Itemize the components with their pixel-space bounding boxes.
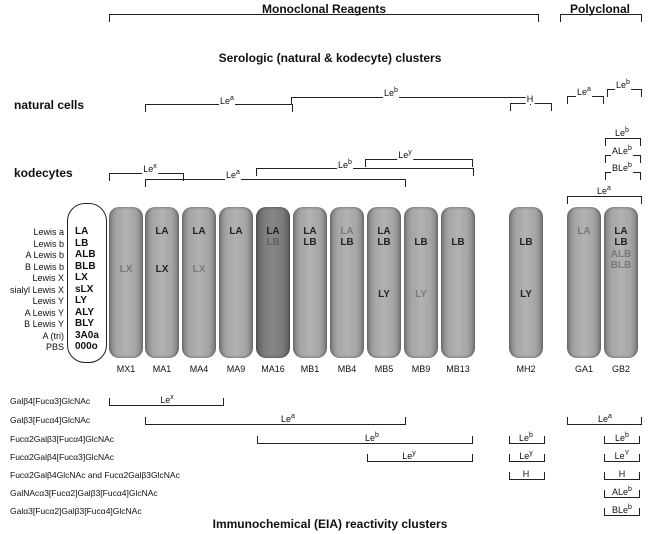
strip-reaction-mark: ALB [610, 249, 632, 260]
natural-cluster-label: Le$^a$ [220, 95, 234, 106]
kodecyte-cluster-label: Le$^y$ [398, 149, 412, 160]
strip-label: MA4 [189, 364, 209, 374]
antigen-code: ALY [75, 306, 95, 318]
kodecyte-cluster-bracket [145, 179, 406, 187]
antigen-code: LX [75, 272, 88, 283]
strip-reaction-mark: LX [119, 264, 133, 275]
eia-structure-label: Galβ4[Fucα3]GlcNAc [10, 396, 91, 406]
strip-reaction-mark: LB [614, 237, 628, 248]
eia-cluster-label: $Le^Y$ [614, 450, 630, 461]
natural-cells-label: natural cells [14, 98, 85, 112]
test-strip [404, 207, 438, 358]
antigen-name: A Lewis Y [24, 307, 64, 318]
eia-cluster-bracket [145, 417, 406, 425]
strip-label: MB4 [337, 364, 357, 374]
natural-cluster-bracket [291, 97, 531, 105]
eia-cluster-label: Le$^a$ [598, 413, 612, 424]
kodecyte-cluster-label: Le$^a$ [226, 169, 240, 180]
strip-label: GA1 [574, 364, 594, 374]
antigen-code: ALB [75, 249, 96, 260]
eia-structure-label: GalNAcα3[Fucα2]Galβ3[Fucα4]GlcNAc [10, 488, 158, 498]
eia-cluster-label: H [618, 469, 626, 479]
antigen-code: BLY [75, 318, 95, 329]
strip-reaction-mark: LA [340, 226, 354, 237]
eia-structure-label: Fucα2Galβ4GlcNAc and Fucα2Galβ3GlcNAc [10, 470, 180, 480]
natural-cluster-label: Le$^b$ [616, 79, 630, 90]
strip-reaction-mark: LX [155, 264, 169, 275]
antigen-name: Lewis a [33, 227, 64, 237]
antigen-name: A (tri) [42, 330, 64, 341]
eia-structure-label: Fucα2Galβ3[Fucα4]GlcNAc [10, 434, 114, 444]
kodecyte-cluster-bracket [365, 159, 473, 167]
eia-cluster-label: Le$^b$ [615, 432, 629, 443]
kodecyte-cluster-label: BLe$^b$ [612, 162, 632, 173]
strip-reaction-mark: LX [192, 264, 206, 275]
strip-reaction-mark: LB [451, 237, 465, 248]
antigen-code: LY [75, 295, 87, 306]
strip-label: MH2 [516, 364, 536, 374]
antigen-name: Lewis Y [32, 296, 64, 306]
antigen-name: Lewis b [33, 238, 64, 249]
strip-reaction-mark: LA [577, 226, 591, 237]
natural-cluster-label: Le$^a$ [577, 86, 591, 97]
strip-label: MB5 [374, 364, 394, 374]
kodecyte-cluster-label: Le$^x$ [143, 163, 157, 174]
test-strip [509, 207, 543, 358]
antigen-code: 000o [75, 341, 98, 352]
strip-label: MA1 [152, 364, 172, 374]
test-strip [109, 207, 143, 358]
eia-cluster-label: Le$^b$ [365, 432, 379, 443]
kodecytes-label: kodecytes [14, 166, 73, 180]
strip-label: MB13 [446, 364, 470, 374]
eia-cluster-label: ALe$^b$ [612, 486, 632, 497]
kodecyte-cluster-label: Le$^b$ [615, 127, 629, 138]
antigen-code: LB [75, 237, 89, 249]
strip-reaction-mark: LA [303, 226, 317, 237]
natural-cluster-bracket [607, 89, 642, 97]
antigen-name: B Lewis Y [24, 319, 64, 329]
kodecyte-cluster-label: Le$^b$ [338, 159, 352, 170]
natural-cluster-bracket [567, 96, 604, 104]
natural-cluster-bracket [510, 103, 552, 111]
strip-reaction-mark: LB [519, 237, 533, 248]
eia-cluster-label: Le$^a$ [281, 413, 295, 424]
strip-reaction-mark: LA [377, 226, 391, 237]
strip-reaction-mark: LY [520, 289, 532, 300]
strip-reaction-mark: LA [229, 226, 243, 237]
strip-reaction-mark: LB [266, 237, 280, 248]
antigen-name: B Lewis b [24, 261, 64, 272]
eia-structure-label: Fucα2Galβ4[Fucα3]GlcNAc [10, 452, 114, 462]
natural-cluster-label: H [526, 94, 534, 104]
strip-label: MA16 [261, 364, 285, 374]
antigen-name: A Lewis b [25, 250, 64, 260]
antigen-name: PBS [45, 342, 64, 352]
natural-cluster-label: Le$^b$ [384, 87, 398, 98]
strip-reaction-mark: LA [266, 226, 280, 237]
eia-cluster-label: Le$^y$ [402, 450, 416, 461]
kodecyte-cluster-label: Le$^a$ [597, 185, 611, 196]
eia-cluster-label: H [522, 469, 530, 479]
kodecyte-cluster-label: ALe$^b$ [612, 145, 632, 156]
strip-label: MB1 [300, 364, 320, 374]
antigen-code: BLB [75, 260, 96, 272]
eia-cluster-label: Le$^x$ [160, 394, 174, 405]
strip-reaction-mark: LB [303, 237, 317, 248]
eia-cluster-label: BLe$^b$ [612, 504, 632, 515]
kodecyte-cluster-bracket [567, 196, 642, 204]
kodecyte-cluster-bracket [605, 155, 641, 163]
polyclonal-header: Polyclonal [569, 2, 631, 16]
antigen-name: Lewis X [32, 273, 64, 283]
immunochemical-header: Immunochemical (EIA) reactivity clusters [212, 517, 448, 531]
antigen-code: 3A0a [75, 329, 99, 341]
strip-reaction-mark: LA [155, 226, 169, 237]
serologic-header: Serologic (natural & kodecyte) clusters [218, 51, 442, 65]
strip-reaction-mark: BLB [610, 260, 632, 271]
strip-label: MA9 [226, 364, 246, 374]
eia-cluster-bracket [367, 454, 473, 462]
strip-reaction-mark: LB [340, 237, 354, 248]
strip-reaction-mark: LB [414, 237, 428, 248]
eia-structure-label: Galα3[Fucα2]Galβ3[Fucα4]GlcNAc [10, 506, 142, 516]
antigen-code: sLX [75, 283, 94, 295]
antigen-code: LA [75, 226, 89, 237]
strip-reaction-mark: LA [614, 226, 628, 237]
strip-label: MX1 [116, 364, 136, 374]
kodecyte-cluster-bracket [256, 168, 474, 176]
strip-reaction-mark: LA [192, 226, 206, 237]
strip-reaction-mark: LY [415, 289, 427, 300]
strip-label: GB2 [611, 364, 631, 374]
eia-cluster-label: Le$^y$ [519, 450, 533, 461]
monoclonal-header: Monoclonal Reagents [261, 2, 387, 16]
kodecyte-cluster-bracket [605, 138, 641, 146]
strip-label: MB9 [411, 364, 431, 374]
antigen-name: sialyl Lewis X [9, 284, 64, 295]
kodecyte-cluster-bracket [605, 172, 641, 180]
strip-reaction-mark: LB [377, 237, 391, 248]
eia-structure-label: Galβ3[Fucα4]GlcNAc [10, 415, 91, 425]
test-strip [441, 207, 475, 358]
eia-cluster-label: Le$^b$ [519, 432, 533, 443]
strip-reaction-mark: LY [378, 289, 390, 300]
